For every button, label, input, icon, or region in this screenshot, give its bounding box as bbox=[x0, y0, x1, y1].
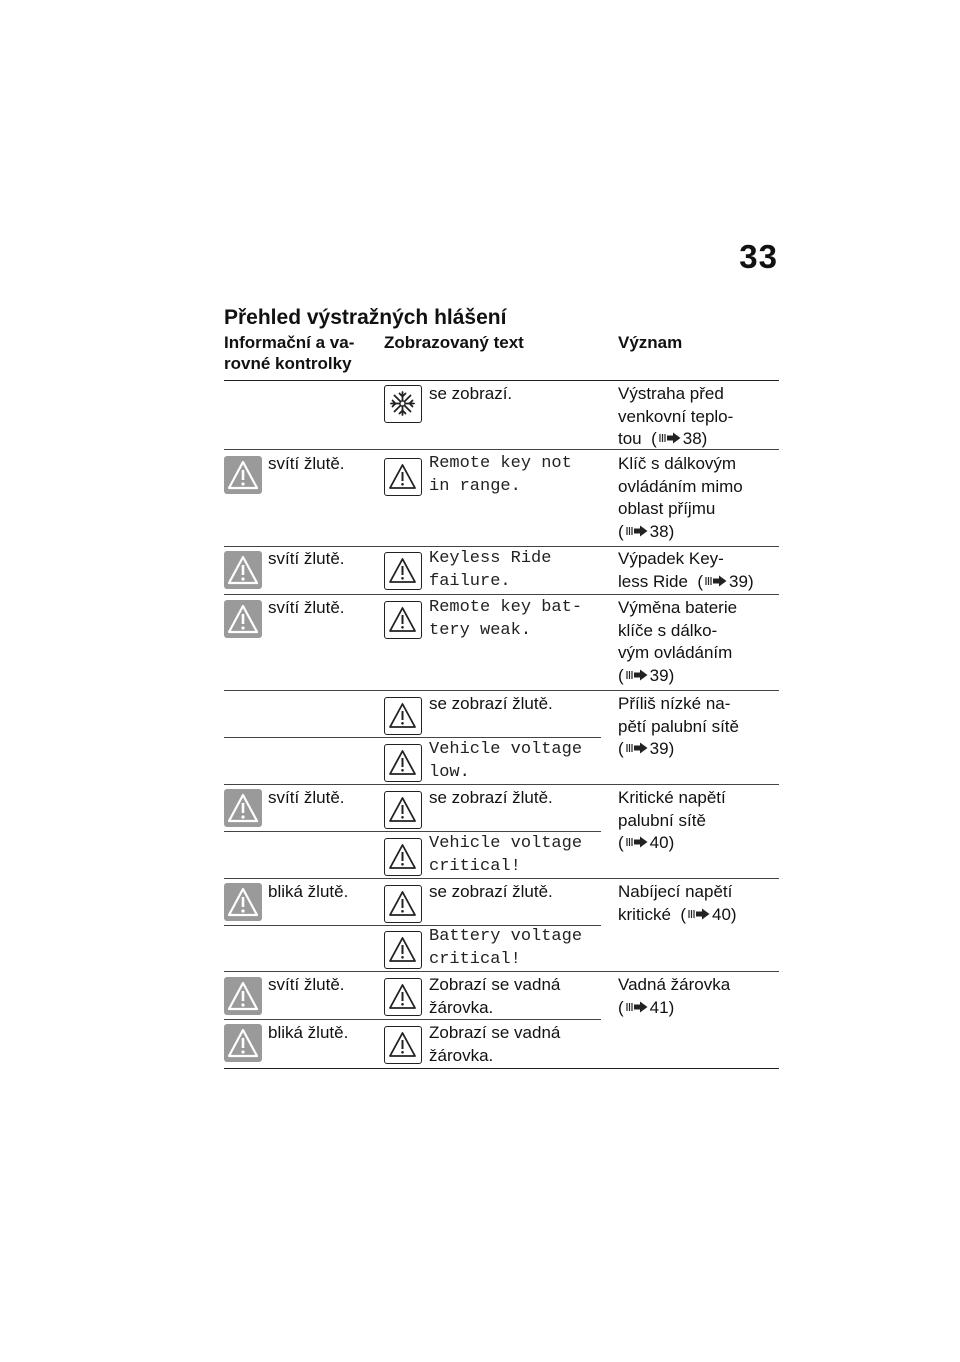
page-reference-arrow-icon bbox=[626, 997, 648, 1020]
page-reference-arrow-icon bbox=[688, 904, 710, 927]
row-divider bbox=[224, 737, 601, 738]
header-meaning: Význam bbox=[618, 333, 683, 352]
header-lamps: Informační a va- rovné kontrolky bbox=[224, 333, 355, 373]
page-reference-arrow-icon bbox=[659, 428, 681, 451]
display-text: se zobrazí. bbox=[429, 384, 513, 403]
lamp-status-text: svítí žlutě. bbox=[268, 454, 345, 473]
display-message: Remote key not in range. bbox=[429, 454, 572, 496]
page-reference: 40) bbox=[712, 904, 737, 924]
row-divider bbox=[224, 1019, 601, 1020]
display-message: Battery voltage critical! bbox=[429, 927, 583, 969]
warning-triangle-icon bbox=[384, 744, 422, 782]
section-title: Přehled výstražných hlášení bbox=[224, 306, 507, 329]
display-message: Vehicle voltage critical! bbox=[429, 834, 583, 876]
meaning-text: Výměna baterie klíče s dálko- vým ovládáním ( 39) bbox=[618, 597, 778, 687]
row-divider bbox=[224, 878, 779, 879]
warning-triangle-icon bbox=[224, 977, 262, 1015]
lamp-status-text: bliká žlutě. bbox=[268, 1023, 349, 1042]
row-divider bbox=[224, 971, 779, 972]
page-reference: 38) bbox=[682, 429, 708, 448]
meaning-text: Klíč s dálkovým ovládáním mimo oblast příjmu ( 38) bbox=[618, 453, 778, 543]
row-divider bbox=[224, 546, 779, 547]
warning-triangle-icon bbox=[384, 697, 422, 735]
page-reference: 39) bbox=[649, 665, 675, 685]
meaning-text: Nabíjecí napětí kritické ( 40) bbox=[618, 881, 778, 926]
page-number: 33 bbox=[739, 238, 778, 275]
warning-triangle-icon bbox=[384, 601, 422, 639]
lamp-status-text: svítí žlutě. bbox=[268, 549, 345, 568]
warning-triangle-icon bbox=[224, 600, 262, 638]
page-reference-arrow-icon bbox=[705, 571, 727, 594]
warning-triangle-icon bbox=[384, 885, 422, 923]
page-reference: 39) bbox=[729, 571, 754, 591]
meaning-text: Výstraha před venkovní teplo- tou ( 38) bbox=[618, 383, 778, 451]
warning-triangle-icon bbox=[224, 789, 262, 827]
display-message: Remote key bat- tery weak. bbox=[429, 598, 583, 640]
snowflake-icon bbox=[384, 385, 422, 423]
display-message: Vehicle voltage low. bbox=[429, 740, 583, 782]
display-text: se zobrazí žlutě. bbox=[429, 694, 553, 713]
lamp-status-text: svítí žlutě. bbox=[268, 788, 345, 807]
row-divider bbox=[224, 784, 779, 785]
page-reference: 38) bbox=[649, 521, 675, 541]
meaning-text: Vadná žárovka ( 41) bbox=[618, 974, 778, 1019]
page-reference-arrow-icon bbox=[626, 521, 648, 544]
display-text: se zobrazí žlutě. bbox=[429, 882, 553, 901]
row-divider bbox=[224, 594, 779, 595]
warnings-table bbox=[224, 380, 779, 1072]
display-message: Keyless Ride failure. bbox=[429, 549, 552, 591]
page-reference: 41) bbox=[649, 997, 675, 1017]
lamp-status-text: bliká žlutě. bbox=[268, 882, 349, 901]
page-reference: 40) bbox=[649, 833, 675, 852]
warning-triangle-icon bbox=[384, 552, 422, 590]
header-display-text: Zobrazovaný text bbox=[384, 333, 524, 352]
table-bottom-rule bbox=[224, 1068, 779, 1069]
row-divider bbox=[224, 831, 601, 832]
table-header bbox=[224, 332, 779, 380]
meaning-text: Příliš nízké na- pětí palubní sítě ( 39) bbox=[618, 693, 778, 761]
page-reference-arrow-icon bbox=[626, 832, 648, 855]
warning-triangle-icon bbox=[384, 1026, 422, 1064]
row-divider bbox=[224, 690, 779, 691]
display-text: Zobrazí se vadná žárovka. bbox=[429, 1023, 561, 1065]
lamp-status-text: svítí žlutě. bbox=[268, 598, 345, 617]
meaning-text: Výpadek Key- less Ride ( 39) bbox=[618, 548, 778, 593]
warning-triangle-icon bbox=[384, 978, 422, 1016]
meaning-text: Kritické napětí palubní sítě ( 40) bbox=[618, 787, 778, 855]
page-reference-arrow-icon bbox=[626, 665, 648, 688]
warning-triangle-icon bbox=[384, 838, 422, 876]
table-top-rule bbox=[224, 380, 779, 381]
warning-triangle-icon bbox=[224, 1024, 262, 1062]
display-text: Zobrazí se vadná žárovka. bbox=[429, 975, 561, 1017]
warning-triangle-icon bbox=[224, 883, 262, 921]
warning-triangle-icon bbox=[384, 931, 422, 969]
lamp-status-text: svítí žlutě. bbox=[268, 975, 345, 994]
display-text: se zobrazí žlutě. bbox=[429, 788, 553, 807]
warning-triangle-icon bbox=[224, 551, 262, 589]
warning-triangle-icon bbox=[384, 791, 422, 829]
page-reference-arrow-icon bbox=[626, 738, 648, 761]
warning-triangle-icon bbox=[224, 456, 262, 494]
warning-triangle-icon bbox=[384, 458, 422, 496]
page-reference: 39) bbox=[649, 739, 675, 758]
